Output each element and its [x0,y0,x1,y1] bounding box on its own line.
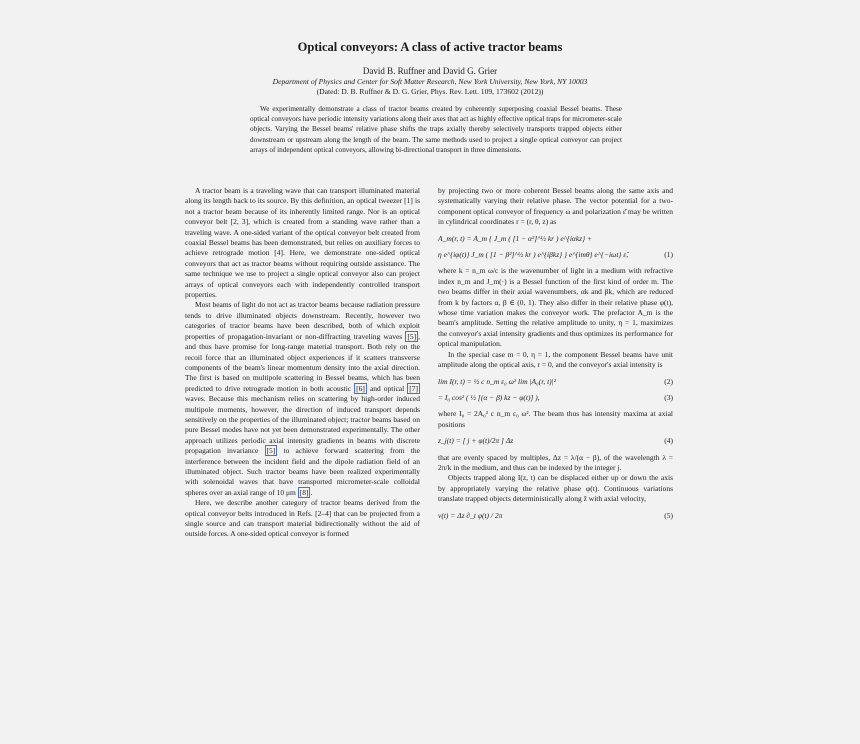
citation-link[interactable]: [8] [299,487,309,497]
left-column [185,186,420,540]
intro-paragraph: A tractor beam is a traveling wave that can transport illuminated material along its length back to its source. By this definition, an optical tweezer [1] is not a tractor beam because of its inherently limited range. Nor is an optical conveyor belt [2, 3], which is created from a standing wave rather than a traveling wave. A one-sided variant of the optical conveyor belt created from coaxial Bessel beams has been demonstrated, but relies on auxiliary forces to achieve retrograde motion [4]. Here, we demonstrate one-sided optical conveyors that act as tractor beams without requiring outside assistance. The same technique we use to project a single optical conveyor also can project arrays of optical conveyors each with independently controlled transport properties. [185,186,420,300]
equation-4 [438,436,673,446]
trapped-objects-paragraph: Objects trapped along I(z, t) can be displaced either up or down the axis by appropriately varying the relative phase φ(t). Continuous variations translate trapped objects deterministically along ẑ with axial velocity, [438,473,673,504]
equation-text: lim I(r, t) = ½ c n_m ε₀ ω² lim |A₀(r, t)|² [438,376,556,386]
equation-1-line-2 [438,250,673,260]
equation-number: (2) [664,376,673,386]
text-span: waves. Because this mechanism relies on scattering by high-order induced multipole moments, however, the direction of induced transport depends sensitively on the properties of the illuminated object; tractor beams based on pure Bessel modes have not yet been demonstrated experimentally. The other approach utilizes periodic axial intensity gradients in beams with discrete propagation invariance [185,394,420,456]
text-span: and optical [369,383,405,393]
vector-potential-paragraph: by projecting two or more coherent Bessel beams along the same axis and systematically varying their relative phase. The vector potential for a two-component optical conveyor of frequency ω and polarization ε̂ may be written in cylindrical coordinates r = (r, θ, z) as [438,186,673,227]
equation-text: v(t) = Δz ∂_t φ(t) / 2π [438,510,503,520]
wavenumber-paragraph: where k = n_m ω/c is the wavenumber of light in a medium with refractive index n_m and J_m(·) is a Bessel function of the first kind of order m. The two beams differ in their axial wavenumbers, αk and βk, which are reduced from k by factors α, β ∈ (0, 1). They also differ in their relative phase φ(t), whose time variation makes the conveyor work. The prefactor A_m is the beam's amplitude. Setting the relative amplitude to unity, η = 1, maximizes the conveyor's axial intensity gradients and thus optimizes its performance for optical manipulation. [438,266,673,349]
equation-text: A_m(r, t) = A_m { J_m ( [1 − α²]^½ kr ) e^{iαkz} + [438,233,593,243]
author-list: David B. Ruffner and David G. Grier [362,66,498,76]
equation-text: = I₀ cos² ( ½ [(α − β) kz − φ(t)] ), [438,392,540,402]
text-span: to achieve forward scattering from the interference between the incident field and the dipole radiation field of an illuminated object. Such tractor beams have been realized experimentally with solenoidal waves that have transported micrometer-scale colloidal spheres over an axial range of 10 μm [185,446,420,497]
citation-link[interactable]: [7] [409,383,418,393]
affiliation: Department of Physics and Center for Soft Matter Research, New York University, New York, NY 10003 [272,77,588,86]
equation-number: (4) [664,436,673,446]
equation-number: (1) [664,250,673,260]
citation-link[interactable]: [6] [356,383,365,393]
equation-1-line-1 [438,234,673,244]
citation-link[interactable]: [5] [266,446,276,456]
citation-link[interactable]: [5] [407,331,417,341]
equation-3 [438,393,673,403]
equation-number: (5) [664,510,673,520]
equation-2 [438,377,673,387]
abstract: We experimentally demonstrate a class of tractor beams created by coherently superposing coaxial Bessel beams. These optical conveyors have periodic intensity variations along their axes that act as highly effective optical traps for micrometer-scale objects. Varying the Bessel beams' relative phase shifts the traps axially thereby selectively transports trapped objects either downstream or upstream along the length of the beam. The same methods used to project a single optical conveyor can project arrays of independent optical conveyors, allowing bi-directional transport in three dimensions. [250,105,622,154]
paper-title: Optical conveyors: A class of active tractor beams [297,40,563,54]
spacing-paragraph: that are evenly spaced by multiples, Δz = λ/(α − β), of the wavelength λ = 2π/k in the medium, and thus can be indexed by the integer j. [438,452,673,472]
special-case-paragraph: In the special case m = 0, η = 1, the component Bessel beams have unit amplitude along the optical axis, r = 0, and the conveyor's axial intensity is [438,349,673,370]
tractor-beam-paragraph [185,300,420,498]
equation-text: η e^{iφ(t)} J_m ( [1 − β²]^½ kr ) e^{iβkz} } e^{imθ} e^{−iωt} ε̂, [438,250,629,260]
equation-number: (3) [664,392,673,402]
text-span: , and thus have promise for long-range material transport. Both rely on the recoil force that an illuminated object experiences if it scatters transverse components of the beam's linear momentum density into the axial direction. The first is based on multipole scattering in Bessel beams, which has been predicted to drive retrograde motion in both acoustic [185,331,421,393]
right-column [438,186,673,527]
equation-5 [438,511,673,521]
dated-line: (Dated: D. B. Ruffner & D. G. Grier, Phys. Rev. Lett. 109, 173602 (2012)) [316,87,544,96]
text-span: . [310,487,313,497]
intensity-paragraph: where I₀ = 2A₀² c n_m ε₀ ω². The beam thus has intensity maxima at axial positions [438,409,673,429]
text-span: Most beams of light do not act as tractor beams because radiation pressure tends to drive illuminated objects downstream. Recently, however two categories of tractor beams have been described, both of which exploit properties of propagation-invariant or non-diffracting traveling waves [185,300,420,341]
here-paragraph: Here, we describe another category of tractor beams derived from the optical conveyor belts introduced in Refs. [2–4] that can be projected from a single source and can transport material bidirectionally without the aid of outside forces. A one-sided optical conveyor is formed [185,498,420,539]
equation-text: z_j(t) = [ j + φ(t)/2π ] Δz [438,436,514,446]
